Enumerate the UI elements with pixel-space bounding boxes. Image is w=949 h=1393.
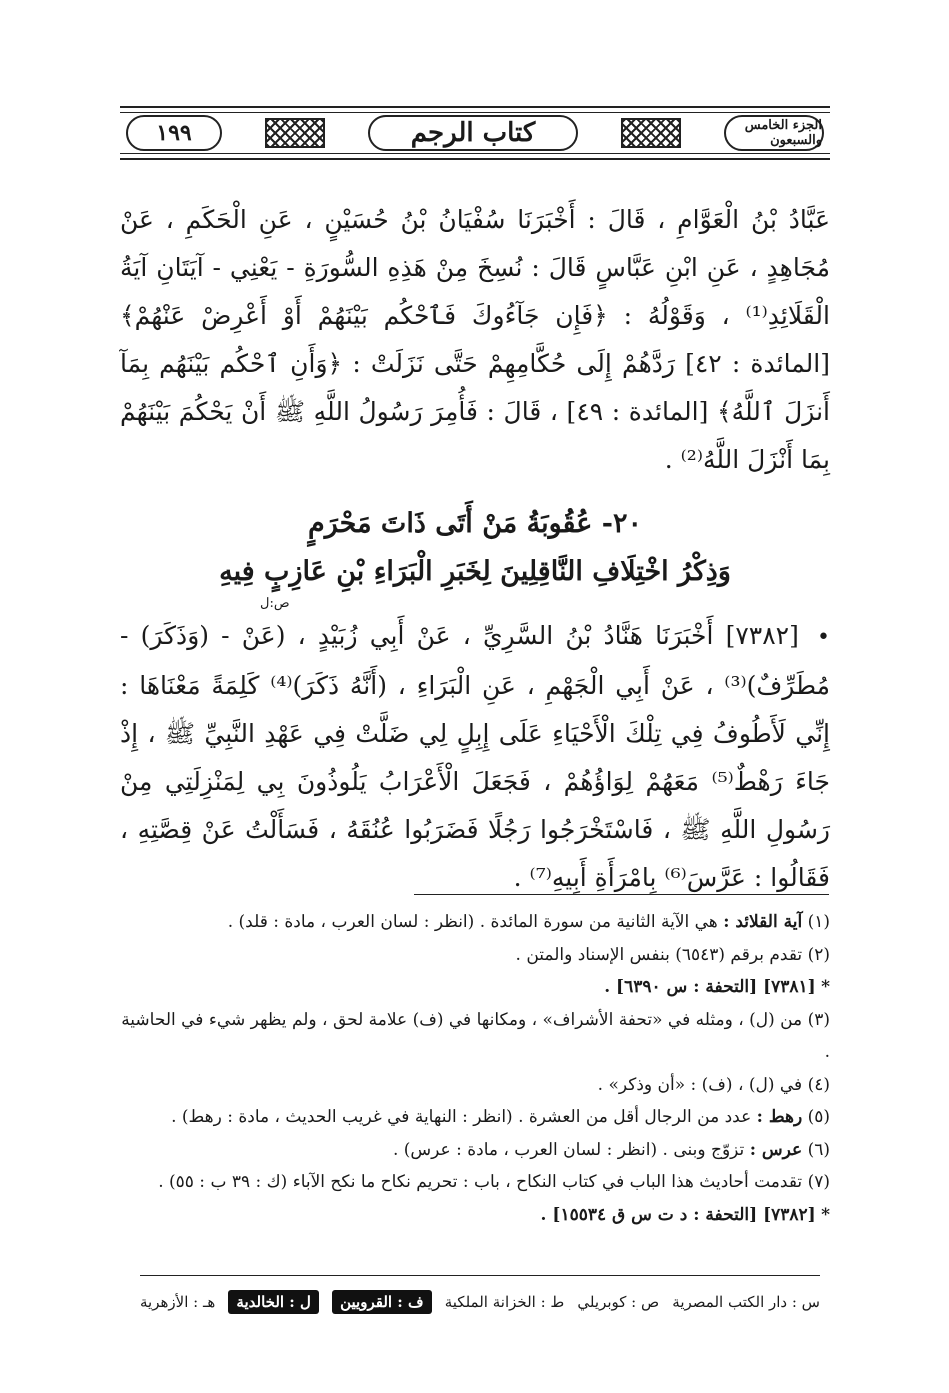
footnote-7: (٧) تقدمت أحاديث هذا الباب في كتاب النكاح ، باب : تحريم نكاح ما نكح الآباء (ك : ٣٩ ب : ٥٥) .	[158, 1172, 830, 1192]
marginal-note: ص:ل	[260, 596, 290, 611]
footnote-4: (٤) في (ل) ، (ف) : «أن وذكر» .	[597, 1074, 830, 1095]
footnote-3: (٣) من (ل) ، ومثله في «تحفة الأشراف» ، ومكانها في (ف) علامة لحق ، ولم يظهر شيء في الحاشية .	[121, 1009, 830, 1062]
legend-item: هـ : الأزهرية	[140, 1293, 216, 1311]
legend-divider	[140, 1275, 820, 1276]
section-subheading: وَذِكْرُ اخْتِلَافِ النَّاقِلِينَ لِخَبَرِ الْبَرَاءِ بْنِ عَازِبٍ فِيهِ	[219, 556, 731, 587]
star-icon: *	[821, 977, 830, 997]
chapter-title-text: كتاب الرجم	[410, 118, 536, 148]
footnote-5: (٥) رهط : عدد من الرجال أقل من العشرة . (انظر : النهاية في غريب الحديث ، مادة : رهط) .	[171, 1107, 830, 1127]
footnote-tuhfa-7381: * [٧٣٨١] [التحفة : س ٦٣٩٠] .	[604, 977, 830, 997]
footnote-divider	[414, 894, 829, 895]
legend-item: ط : الخزانة الملكية	[444, 1293, 565, 1311]
star-icon: *	[821, 1204, 830, 1225]
book-badge-label: الجزء الخامس والسبعون	[744, 118, 822, 148]
legend-item: ص : كوبريلي	[577, 1293, 660, 1311]
page-number-text: ١٩٩	[156, 120, 192, 146]
page-number	[126, 115, 222, 151]
footnote-6: (٦) عرس : تزوّج وبنى . (انظر : لسان العرب ، مادة : عرس) .	[392, 1139, 830, 1160]
footnote-tuhfa-7382: * [٧٣٨٢] [التحفة : د ت س ق ١٥٥٣٤] .	[540, 1204, 830, 1225]
header-ornament-left	[265, 118, 325, 148]
running-header	[120, 106, 830, 160]
chapter-title	[368, 115, 578, 151]
hadith-7382	[120, 612, 830, 902]
legend-item: س : دار الكتب المصرية	[672, 1293, 820, 1311]
footnote-2: (٢) تقدم برقم (٦٥٤٣) بنفس الإسناد والمتن .	[515, 944, 830, 965]
hadith-7382-text: [٧٣٨٢] أَخْبَرَنَا هَنَّادُ بْنُ السَّرِيِّ ، عَنْ أَبِي زُبَيْدٍ ، (عَنْ - (وَذَكَرَ) - مُطَرِّفٌ)⁽³⁾ ، عَنْ أَبِي الْجَهْمِ ، عَنِ الْبَرَاءِ ، (أَنَّهُ ذَكَرَ)⁽⁴⁾ كَلِمَةً مَعْنَاهَا : إِنِّي لَأَطُوفُ فِي تِلْكَ الْأَحْيَاءِ عَلَى إِبِلٍ لِي ضَلَّتْ فِي عَهْدِ النَّبِيِّ ﷺ ، إِذْ جَاءَ رَهْطٌ⁽⁵⁾ مَعَهُمْ لِوَاؤُهُمْ ، فَجَعَلَ الْأَعْرَابُ يَلُوذُونَ بِي لِمَنْزِلَتِي مِنْ رَسُولِ اللَّهِ ﷺ ، فَاسْتَخْرَجُوا رَجُلًا فَضَرَبُوا عُنُقَهُ ، فَسَأَلْتُ عَنْ قِصَّتِهِ ، فَقَالُوا : عَرَّسَ⁽⁶⁾ بِامْرَأَةِ أَبِيهِ⁽⁷⁾ .	[120, 621, 830, 892]
bullet-icon: •	[817, 625, 830, 650]
footnotes	[120, 906, 830, 1231]
header-ornament-right	[621, 118, 681, 148]
legend-item: ف : القرويين	[332, 1290, 432, 1314]
book-badge	[724, 115, 824, 151]
manuscript-legend	[140, 1290, 820, 1314]
legend-item: ل : الخالدية	[228, 1290, 319, 1314]
hadith-continuation: عَبَّادُ بْنُ الْعَوَّامِ ، قَالَ : أَخْبَرَنَا سُفْيَانُ بْنُ حُسَيْنٍ ، عَنِ الْحَكَمِ ، عَنْ مُجَاهِدٍ ، عَنِ ابْنِ عَبَّاسٍ قَالَ : نُسِخَ مِنْ هَذِهِ السُّورَةِ - يَعْنِي - آيَتَانِ آيَةُ الْقَلَائِدِ⁽¹⁾ ، وَقَوْلُهُ : ﴿فَإِن جَآءُوكَ فَٱحْكُم بَيْنَهُمْ أَوْ أَعْرِضْ عَنْهُمْ﴾ [المائدة : ٤٢] رَدَّهُمْ إِلَى حُكَّامِهِمْ حَتَّى نَزَلَتْ : ﴿وَأَنِ ٱحْكُم بَيْنَهُم بِمَآ أَنزَلَ ٱللَّهُ﴾ [المائدة : ٤٩] ، قَالَ : فَأُمِرَ رَسُولُ اللَّهِ ﷺ أَنْ يَحْكُمَ بَيْنَهُمْ بِمَا أَنْزَلَ اللَّهُ⁽²⁾ .	[120, 205, 831, 474]
section-heading: ٢٠- عُقُوبَةُ مَنْ أَتَى ذَاتَ مَحْرَمٍ	[308, 508, 642, 539]
footnote-1: (١) آية القلائد : هي الآية الثانية من سورة المائدة . (انظر : لسان العرب ، مادة : قلد) .	[227, 912, 830, 932]
